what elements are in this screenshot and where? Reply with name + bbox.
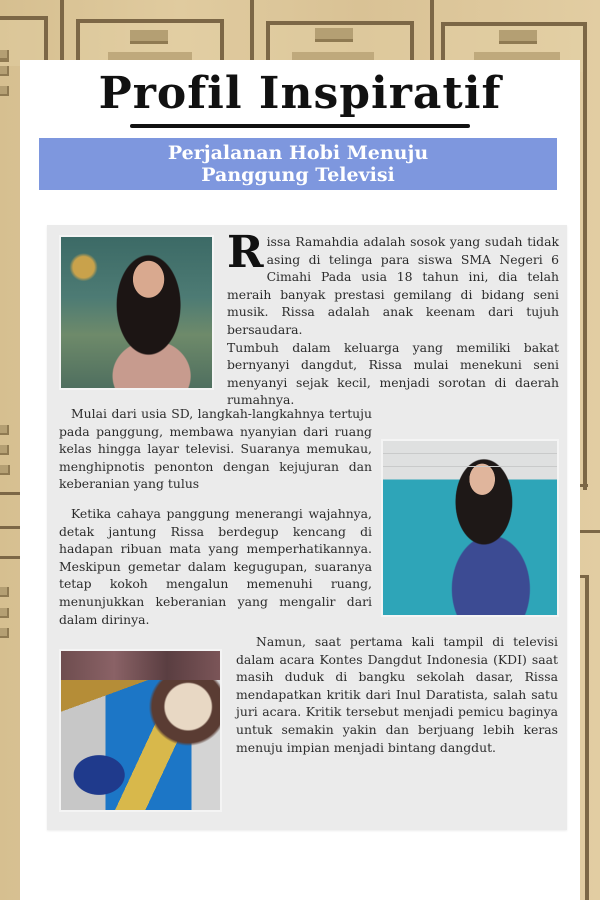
title-underline [130,124,470,128]
article-box [47,225,567,830]
paragraph-stage: Ketika cahaya panggung menerangi wajahnya, detak jantung Rissa berdegup kencang di hadapan ribuan mata yang memperhatikannya. Meskipun gemetar dalam kegugupan, suaranya tetap kokoh mengalun memenuhi ruang, menunjukkan keberanian yang mengalir dari dalam dirinya. [59,506,372,627]
cabinet-divider [580,575,588,578]
cabinet-divider [580,484,588,487]
cabinet-divider [0,492,20,495]
drawer-handle [0,86,9,96]
drawer-handle [130,30,168,44]
subtitle-line-1: Perjalanan Hobi Menuju [167,142,429,164]
paragraph-intro-text: issa Ramahdia adalah sosok yang sudah tidak asing di telinga para siswa SMA Negeri 6 Cimahi Pada usia 18 tahun ini, dia telah meraih banyak prestasi gemilang di bidang seni musik. Rissa adalah anak keenam dari tujuh bersaudara. [227,234,559,337]
drawer-handle [315,28,353,42]
paragraph-kdi: Namun, saat pertama kali tampil di televisi dalam acara Kontes Dangdut Indonesia (KDI) saat masih duduk di bangku sekolah dasar, Rissa mendapatkan kritik dari Inul Daratista, salah satu juri acara. Kritik tersebut menjadi pemicu baginya untuk semakin yakin dan berjuang lebih keras menuju impian menjadi bintang dangdut. [236,634,558,755]
drawer-handle [0,66,9,76]
drawer-handle [499,30,537,44]
page-title: Profil Inspiratif [98,68,502,119]
audition-items-photo [59,649,222,812]
cabinet-divider [585,575,589,900]
cabinet-divider [0,556,20,559]
paragraph-intro [227,227,559,409]
cabinet-divider [583,60,587,490]
subtitle-banner [39,138,557,190]
singing-photo [381,439,559,617]
drawer-handle [0,465,10,475]
cabinet-divider [0,526,20,529]
paragraph-childhood: Mulai dari usia SD, langkah-langkahnya tertuju pada panggung, membawa nyanyian dari ruang kelas hingga layar televisi. Suaranya memukau, menghipnotis penonton dengan kejujuran dan keberanian yang tulus [59,406,372,492]
cabinet-divider [60,0,64,60]
drawer-handle [0,50,9,60]
cabinet-divider [250,0,254,60]
subtitle-line-2: Panggung Televisi [201,164,395,186]
drop-cap: R [227,227,264,278]
drawer-handle [0,628,9,638]
cabinet-divider [430,0,434,60]
drawer-handle [0,587,9,597]
paragraph-family-text: Tumbuh dalam keluarga yang memiliki bakat bernyanyi dangdut, Rissa mulai menekuni seni menyanyi sejak kecil, menjadi sorotan di daerah rumahnya. [227,339,559,408]
drawer-handle [0,445,9,455]
drawer-handle [0,608,9,618]
cabinet-divider [580,530,600,533]
poster-page [20,60,580,900]
drawer-handle [0,425,9,435]
portrait-photo [59,235,214,390]
